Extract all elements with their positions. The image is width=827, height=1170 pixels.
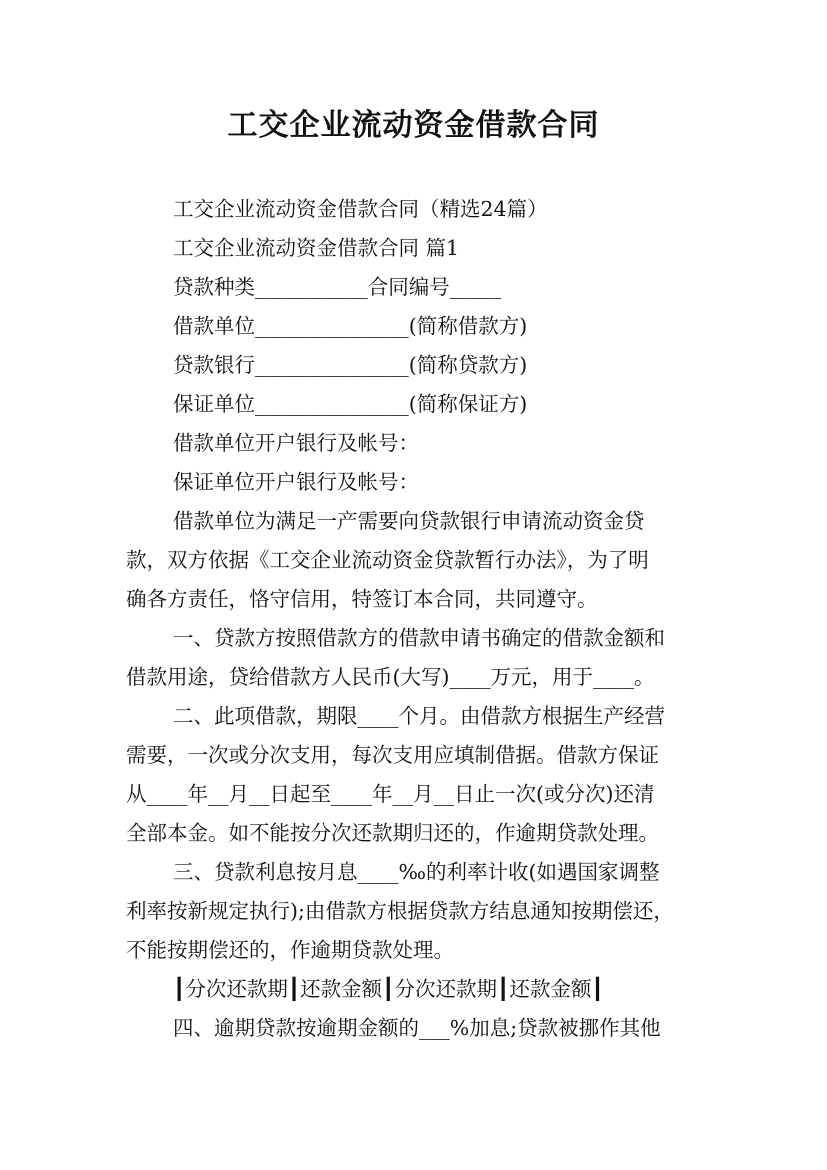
text-line: 贷款银行_______________(简称贷款方) — [173, 353, 528, 377]
text-line: 工交企业流动资金借款合同（精选24篇） — [173, 197, 548, 221]
text-line: 不能按期偿还的，作逾期贷款处理。 — [126, 938, 454, 962]
text-line: 保证单位_______________(简称保证方) — [173, 392, 528, 416]
document-title: 工交企业流动资金借款合同 — [227, 108, 600, 143]
text-line: 全部本金。如不能按分次还款期归还的，作逾期贷款处理。 — [126, 821, 659, 845]
text-line: 需要，一次或分次支用，每次支用应填制借据。借款方保证 — [126, 743, 659, 767]
text-line: 贷款种类___________合同编号_____ — [173, 275, 501, 299]
text-line: 一、贷款方按照借款方的借款申请书确定的借款金额和 — [173, 626, 665, 650]
text-line: 确各方责任，恪守信用，特签订本合同，共同遵守。 — [126, 587, 598, 611]
text-line: 借款单位开户银行及帐号： — [173, 431, 419, 455]
text-line: 借款单位为满足一产需要向贷款银行申请流动资金贷 — [173, 509, 645, 533]
text-line: 从____年__月__日起至____年__月__日止一次(或分次)还清 — [126, 782, 655, 806]
text-line: 借款单位_______________(简称借款方) — [173, 314, 528, 338]
text-line: ┃分次还款期┃还款金额┃分次还款期┃还款金额┃ — [173, 977, 604, 1001]
text-line: 保证单位开户银行及帐号： — [173, 470, 419, 494]
text-line: 款，双方依据《工交企业流动资金贷款暂行办法》，为了明 — [126, 548, 649, 572]
text-line: 四、逾期贷款按逾期金额的___%加息;贷款被挪作其他 — [173, 1016, 661, 1040]
text-line: 借款用途，贷给借款方人民币(大写)____万元，用于____。 — [126, 665, 655, 689]
document-body — [126, 190, 718, 1048]
text-line: 利率按新规定执行);由借款方根据贷款方结息通知按期偿还， — [126, 899, 674, 923]
text-line: 二、此项借款，期限____个月。由借款方根据生产经营 — [173, 704, 665, 728]
text-line: 工交企业流动资金借款合同 篇1 — [173, 236, 460, 260]
text-line: 三、贷款利息按月息____‰的利率计收(如遇国家调整 — [173, 860, 660, 884]
